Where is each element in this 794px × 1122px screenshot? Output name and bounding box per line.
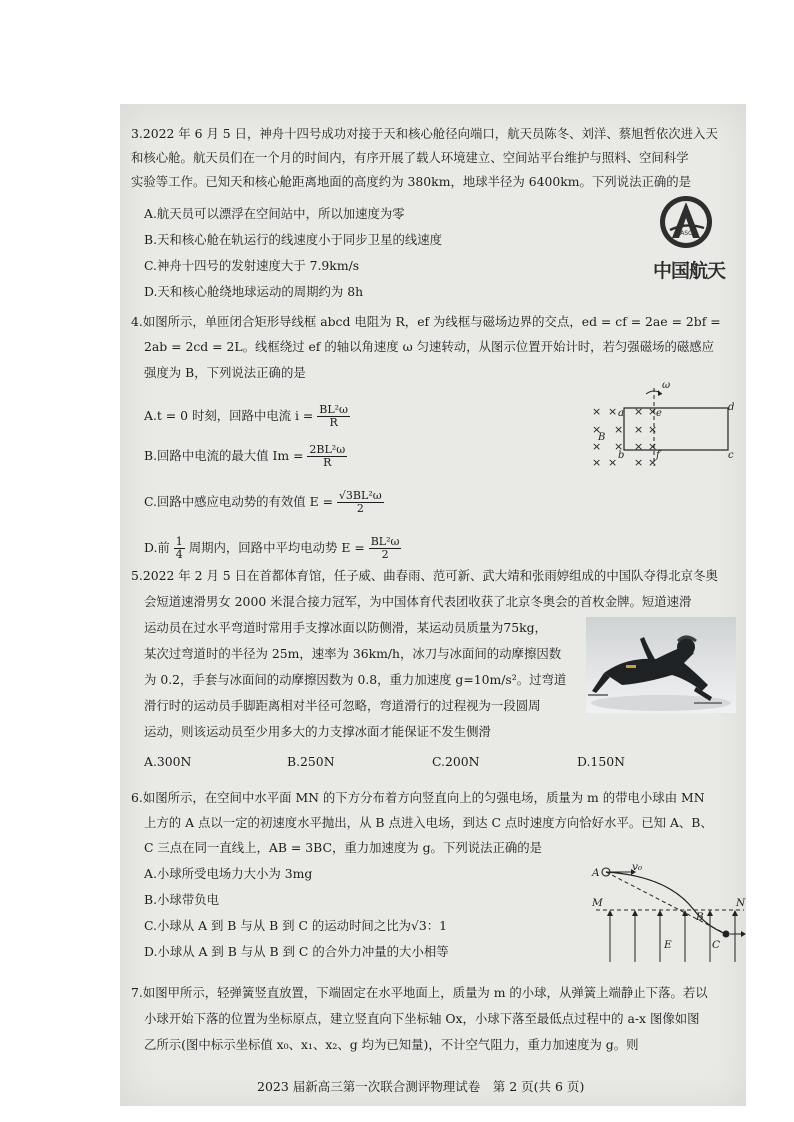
q6-line-ABC xyxy=(606,872,726,934)
q4-wire-frame-diagram xyxy=(588,378,738,468)
svg-text:×: × xyxy=(592,423,602,436)
q4-label-b: b xyxy=(618,450,625,461)
q6-field-lines xyxy=(610,912,735,962)
casc-emblem-icon xyxy=(658,194,714,250)
q4-option-c-fraction xyxy=(337,490,384,515)
q7-stem-line-1: 7.如图甲所示，轻弹簧竖直放置，下端固定在水平地面上，质量为 m 的小球，从弹簧上端静止下落。若以 xyxy=(131,985,708,1000)
casc-logo xyxy=(646,194,726,284)
q6-label-C: C xyxy=(712,939,721,951)
q4-option-b-den: R xyxy=(323,456,332,469)
svg-text:×: × xyxy=(614,440,624,453)
q3-stem-line-1: 3.2022 年 6 月 5 日，神舟十四号成功对接于天和核心舱径向端口，航天员陈冬、刘洋、蔡旭哲依次进入天 xyxy=(131,126,718,141)
svg-text:×: × xyxy=(648,440,658,453)
svg-text:×: × xyxy=(592,405,602,418)
q3-stem-line-2: 和核心舱。航天员们在一个月的时间内，有序开展了载人环境建立、空间站平台维护与照料、空间科学 xyxy=(131,150,689,165)
q6-stem-line-3: C 三点在同一直线上，AB = 3BC，重力加速度为 g。下列说法正确的是 xyxy=(144,840,543,855)
q5-stem-line-5: 为 0.2，手套与冰面间的动摩擦因数为 0.8，重力加速度 g=10m/s²。过弯道 xyxy=(144,672,567,687)
q6-label-B: B xyxy=(696,911,704,923)
q4-option-d-num: BL²ω xyxy=(370,535,400,548)
q6-option-b: B.小球带负电 xyxy=(144,892,219,907)
q6-option-a: A.小球所受电场力大小为 3mg xyxy=(144,866,313,881)
q6-electric-field-diagram xyxy=(588,862,748,966)
q6-label-A: A xyxy=(592,867,600,879)
q6-label-E: E xyxy=(664,939,672,951)
q4-option-c xyxy=(144,490,384,515)
q5-stem-line-7: 运动，则该运动员至少用多大的力支撑冰面才能保证不发生侧滑 xyxy=(144,724,491,739)
q4-label-omega: ω xyxy=(662,380,671,391)
speed-skater-image xyxy=(586,617,736,713)
q4-option-a-num: BL²ω xyxy=(319,403,349,416)
q5-stem-line-2: 会短道速滑男女 2000 米混合接力冠军，为中国体育代表团收获了北京冬奥会的首枚金牌。短道速滑 xyxy=(144,594,692,609)
q4-label-a: a xyxy=(618,408,624,419)
q5-option-c: C.200N xyxy=(432,754,480,769)
q4-option-b-text: B.回路中电流的最大值 Im = xyxy=(144,448,304,463)
q4-option-d-fraction xyxy=(369,536,402,561)
q4-option-a xyxy=(144,404,350,429)
q4-option-a-den: R xyxy=(329,416,338,429)
svg-text:×: × xyxy=(614,423,624,436)
q4-label-B: B xyxy=(598,432,606,443)
q4-option-b xyxy=(144,444,347,469)
q3-stem-line-3: 实验等工作。已知天和核心舱距离地面的高度约为 380km，地球半径为 6400km。下列说法正确的是 xyxy=(131,174,692,189)
svg-text:×: × xyxy=(634,405,644,418)
q4-option-b-num: 2BL²ω xyxy=(309,443,346,456)
q7-stem-line-3: 乙所示(图中标示坐标值 x₀、x₁、x₂、g 均为已知量)，不计空气阻力，重力加速度为 g。则 xyxy=(144,1037,639,1052)
q6-label-v0: v₀ xyxy=(632,862,643,873)
q4-stem-line-2: 2ab = 2cd = 2L。线框绕过 ef 的轴以角速度 ω 匀速转动，从图示位置开始计时，若匀强磁场的磁感应 xyxy=(144,339,715,354)
q4-label-f: f xyxy=(656,450,660,461)
q4-option-a-fraction xyxy=(317,404,350,429)
q6-option-d: D.小球从 A 到 B 与从 B 到 C 的合外力冲量的大小相等 xyxy=(144,944,449,959)
q4-option-d-quarter-num: 1 xyxy=(175,535,183,548)
q4-label-c: c xyxy=(728,450,734,461)
q6-ball-at-C xyxy=(723,931,730,938)
q5-option-b: B.250N xyxy=(287,754,335,769)
q4-option-d xyxy=(144,536,401,561)
speed-skater-photo xyxy=(586,617,736,713)
q4-option-d-quarter xyxy=(174,536,185,561)
q4-option-b-fraction xyxy=(307,444,347,469)
q4-option-d-text-1: D.前 xyxy=(144,540,170,555)
svg-text:×: × xyxy=(648,456,658,468)
q4-option-a-text: A.t = 0 时刻，回路中电流 i = xyxy=(144,408,314,423)
svg-text:×: × xyxy=(608,405,618,418)
svg-text:×: × xyxy=(592,456,602,468)
q3-option-b: B.天和核心舱在轨运行的线速度小于同步卫星的线速度 xyxy=(144,232,443,247)
q5-stem-line-4: 某次过弯道时的半径为 25m，速率为 36km/h，冰刀与冰面间的动摩擦因数 xyxy=(144,646,562,661)
q4-option-c-text: C.回路中感应电动势的有效值 E = xyxy=(144,494,333,509)
page-footer: 2023 届新高三第一次联合测评物理试卷 第 2 页(共 6 页) xyxy=(257,1079,585,1094)
q6-stem-line-2: 上方的 A 点以一定的初速度水平抛出，从 B 点进入电场，到达 C 点时速度方向恰好水平。已知 A、B、 xyxy=(144,815,713,830)
q6-label-N: N xyxy=(736,897,746,909)
logo-text: 中国航天 xyxy=(652,260,725,282)
q5-option-d: D.150N xyxy=(577,754,625,769)
q3-option-a: A.航天员可以漂浮在空间站中，所以加速度为零 xyxy=(144,206,405,221)
q5-stem-line-1: 5.2022 年 2 月 5 日在首都体育馆，任子威、曲春雨、范可新、武大靖和张雨婷组成的中国队夺得北京冬奥 xyxy=(131,568,718,583)
svg-text:×: × xyxy=(634,456,644,468)
q6-option-c: C.小球从 A 到 B 与从 B 到 C 的运动时间之比为√3：1 xyxy=(144,918,448,933)
svg-text:×: × xyxy=(648,423,658,436)
q5-option-a: A.300N xyxy=(144,754,192,769)
q4-option-d-den: 2 xyxy=(381,548,389,561)
svg-text:×: × xyxy=(634,440,644,453)
q3-option-c: C.神舟十四号的发射速度大于 7.9km/s xyxy=(144,258,360,273)
svg-text:×: × xyxy=(648,405,658,418)
q4-stem-line-1: 4.如图所示，单匝闭合矩形导线框 abcd 电阻为 R，ef 为线框与磁场边界的交点，ed = cf = 2ae = 2bf = xyxy=(131,314,721,329)
q5-stem-line-6: 滑行时的运动员手脚距离相对半径可忽略，弯道滑行的过程视为一段圆周 xyxy=(144,698,541,713)
q4-label-d: d xyxy=(728,402,735,413)
q7-stem-line-2: 小球开始下落的位置为坐标原点，建立竖直向下坐标轴 Ox，小球下落至最低点过程中的 a-x 图像如图 xyxy=(144,1011,700,1026)
svg-text:×: × xyxy=(592,440,602,453)
svg-text:×: × xyxy=(634,423,644,436)
casc-small-label: CASC xyxy=(676,230,693,237)
q6-label-M: M xyxy=(592,897,603,909)
q3-option-d: D.天和核心舱绕地球运动的周期约为 8h xyxy=(144,284,364,299)
q4-option-d-text-2: 周期内，回路中平均电动势 E = xyxy=(188,540,365,555)
svg-text:×: × xyxy=(608,456,618,468)
q4-label-e: e xyxy=(656,408,662,419)
q4-option-c-den: 2 xyxy=(356,502,364,515)
q4-option-c-num: √3BL²ω xyxy=(338,489,382,502)
q5-stem-line-3: 运动员在过水平弯道时常用手支撑冰面以防侧滑，某运动员质量为75kg， xyxy=(144,620,547,635)
q6-stem-line-1: 6.如图所示，在空间中水平面 MN 的下方分布着方向竖直向上的匀强电场，质量为 m 的带电小球由 MN xyxy=(131,790,705,805)
q4-stem-line-3: 强度为 B，下列说法正确的是 xyxy=(144,365,306,380)
q4-option-d-quarter-den: 4 xyxy=(175,548,183,561)
